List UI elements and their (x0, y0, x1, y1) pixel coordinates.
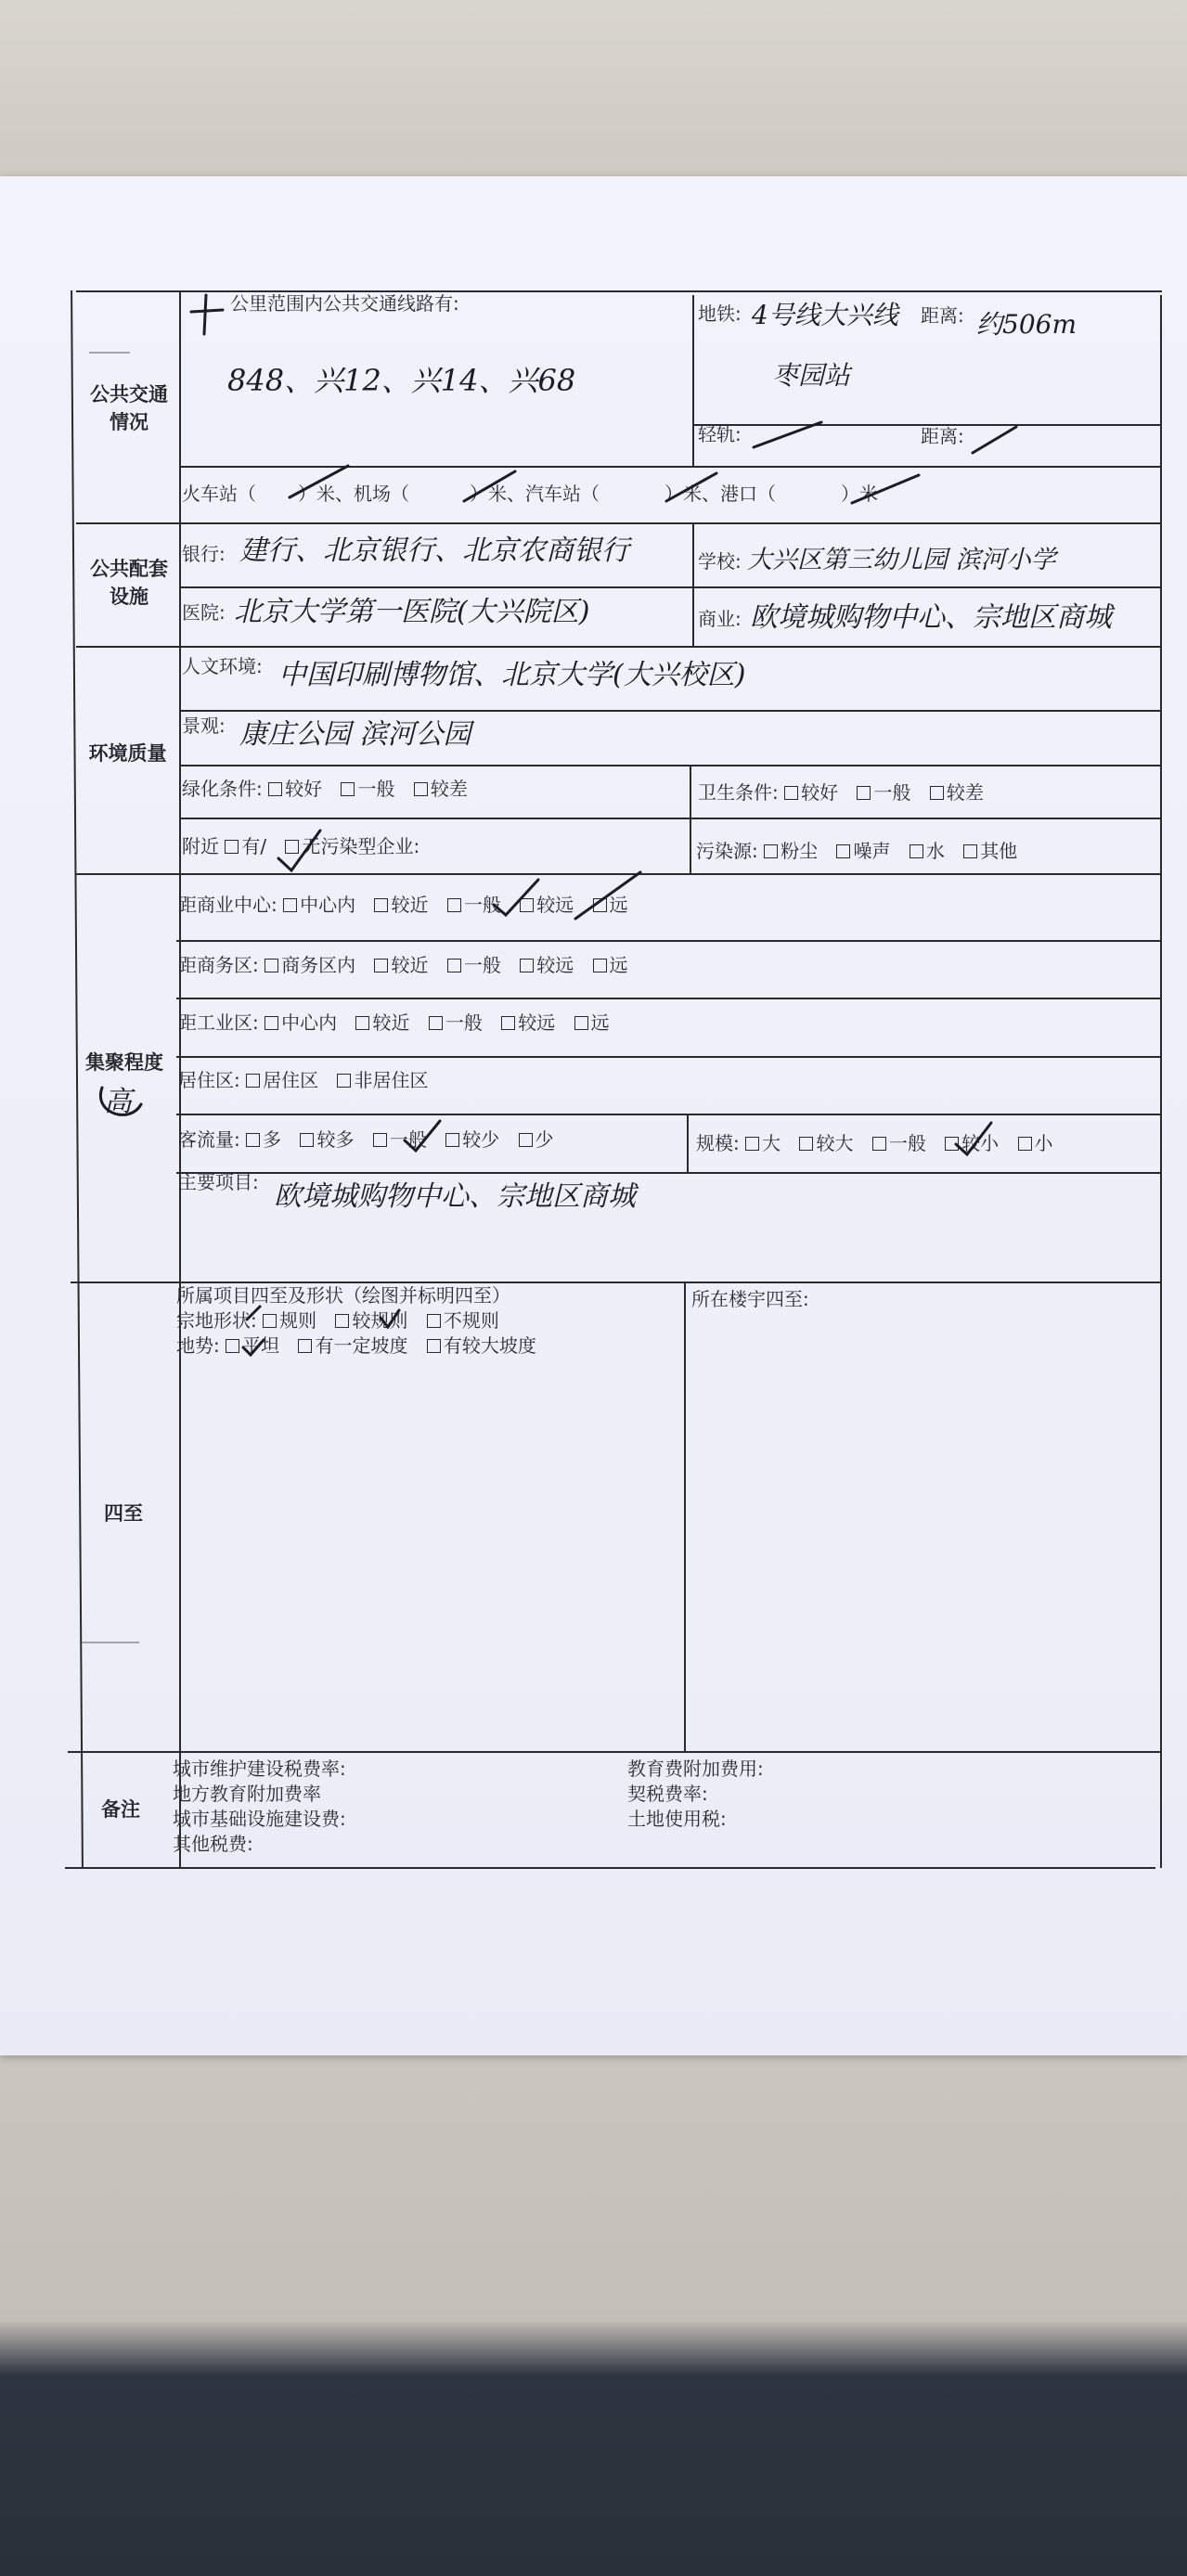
commercial-normal-check (494, 880, 538, 915)
train-slash (290, 466, 348, 497)
residential-option-yes[interactable]: 居住区 (246, 1069, 318, 1091)
business-label: 商业: (698, 608, 742, 630)
land-tax-label: 土地使用税: (627, 1808, 727, 1830)
traffic-row: 客流量: 多 较多 一般 较少 少 (178, 1128, 554, 1151)
bus-lines-value[interactable]: 848、兴12、兴14、兴68 (227, 363, 576, 398)
business-value[interactable]: 欧境城购物中心、宗地区商城 (750, 601, 1112, 634)
scenery-label: 景观: (182, 715, 226, 737)
deed-tax-label: 契税费率: (627, 1783, 708, 1805)
shape-fairly-regular-check (381, 1310, 399, 1327)
shape-option-regular[interactable]: 规则 (263, 1309, 316, 1332)
nearby-row: 附近 有/ 无污染型企业: (182, 835, 420, 857)
agglomeration-circle (100, 1088, 141, 1114)
industrial-option-near[interactable]: 较近 (355, 1011, 409, 1034)
traffic-option-many[interactable]: 多 (246, 1128, 281, 1151)
projects-label: 主要项目: (178, 1171, 259, 1193)
business-option-very-far[interactable]: 远 (593, 954, 628, 976)
business-option-inside[interactable]: 商务区内 (264, 954, 355, 976)
projects-value[interactable]: 欧境城购物中心、宗地区商城 (274, 1180, 636, 1213)
commercial-option-inside[interactable]: 中心内 (283, 894, 355, 916)
section-transport-label: 公共交通情况 (90, 383, 168, 433)
business-option-near[interactable]: 较近 (374, 954, 428, 976)
residential-option-no[interactable]: 非居住区 (337, 1069, 428, 1091)
building-boundary-label: 所在楼宇四至: (691, 1288, 809, 1310)
shape-row: 宗地形状: 规则 较规则 不规则 (176, 1309, 499, 1332)
pollution-option-water[interactable]: 水 (910, 840, 945, 862)
section-agglomeration-label: 集聚程度 (85, 1051, 163, 1074)
commercial-option-normal[interactable]: 一般 (447, 894, 501, 916)
residential-row: 居住区: 居住区 非居住区 (178, 1069, 429, 1091)
greening-row: 绿化条件: 较好 一般 较差 (182, 778, 468, 800)
section-facilities-label: 公共配套设施 (90, 558, 168, 608)
section-remarks-label: 备注 (101, 1798, 140, 1821)
shape-label-mark (247, 1307, 260, 1320)
other-fees-label: 其他税费: (173, 1833, 253, 1855)
greening-option-poor[interactable]: 较差 (414, 778, 468, 800)
terrain-option-flat[interactable]: 平坦 (226, 1334, 279, 1357)
culture-value[interactable]: 中国印刷博物馆、北京大学(大兴校区) (278, 659, 746, 691)
industrial-distance-row: 距工业区: 中心内 较近 一般 较远 远 (178, 1011, 610, 1034)
pollution-option-other[interactable]: 其他 (963, 840, 1017, 862)
lightrail-distance-slash (973, 427, 1016, 453)
business-distance-row: 距商务区: 商务区内 较近 一般 较远 远 (178, 954, 628, 976)
scale-smaller-check (956, 1123, 991, 1154)
school-label: 学校: (698, 550, 742, 573)
hygiene-option-poor[interactable]: 较差 (930, 781, 984, 804)
metro-distance-value[interactable]: 约506m (976, 309, 1077, 340)
hospital-value[interactable]: 北京大学第一医院(大兴院区) (234, 596, 590, 628)
scenery-value[interactable]: 康庄公园 滨河公园 (239, 718, 471, 751)
shape-option-fairly-regular[interactable]: 较规则 (335, 1309, 407, 1332)
scale-option-larger[interactable]: 较大 (799, 1132, 853, 1154)
traffic-normal-check (405, 1121, 440, 1151)
traffic-option-few[interactable]: 少 (519, 1128, 554, 1151)
commercial-far-slash (575, 872, 640, 919)
industrial-option-very-far[interactable]: 远 (574, 1011, 610, 1034)
infrastructure-fee-label: 城市基础设施建设费: (173, 1808, 346, 1830)
metro-value-station[interactable]: 枣园站 (772, 360, 851, 391)
busstation-slash (666, 473, 716, 501)
pollution-row: 污染源: 粉尘 噪声 水 其他 (696, 840, 1018, 862)
industrial-option-far[interactable]: 较远 (501, 1011, 555, 1034)
pollution-option-noise[interactable]: 噪声 (836, 840, 890, 862)
bus-lines-label: 公里范围内公共交通线路有: (230, 292, 459, 315)
boundary-project-label: 所属项目四至及形状（绘图并标明四至） (176, 1284, 510, 1307)
scale-row: 规模: 大 较大 一般 较小 小 (696, 1132, 1053, 1154)
nearby-option-none[interactable]: 无污染型企业: (285, 835, 419, 857)
hygiene-option-normal[interactable]: 一般 (857, 781, 910, 804)
maintenance-tax-label: 城市维护建设税费率: (173, 1758, 346, 1780)
airport-slash (464, 471, 515, 501)
traffic-option-more[interactable]: 较多 (300, 1128, 354, 1151)
terrain-flat-check (243, 1340, 264, 1355)
commercial-option-very-far[interactable]: 远 (593, 894, 628, 916)
industrial-option-normal[interactable]: 一般 (429, 1011, 483, 1034)
culture-label: 人文环境: (182, 655, 263, 677)
commercial-distance-row: 距商业中心: 中心内 较近 一般 较远 远 (178, 894, 628, 916)
shape-option-irregular[interactable]: 不规则 (427, 1309, 499, 1332)
scale-option-small[interactable]: 小 (1018, 1132, 1053, 1154)
port-slash (852, 475, 919, 503)
lightrail-label: 轻轨: (698, 423, 742, 445)
business-option-normal[interactable]: 一般 (447, 954, 501, 976)
bank-value[interactable]: 建行、北京银行、北京农商银行 (239, 535, 629, 567)
commercial-option-near[interactable]: 较近 (374, 894, 428, 916)
other-transport-line: 火车站（ ）米、机场（ ）米、汽车站（ ）米、港口（ ）米 (182, 483, 878, 505)
scale-option-large[interactable]: 大 (745, 1132, 781, 1154)
metro-distance-label: 距离: (921, 304, 964, 327)
business-option-far[interactable]: 较远 (520, 954, 574, 976)
hospital-label: 医院: (182, 601, 226, 624)
metro-label: 地铁: (698, 303, 742, 325)
scale-option-smaller[interactable]: 较小 (945, 1132, 999, 1154)
school-value[interactable]: 大兴区第三幼儿园 滨河小学 (747, 546, 1056, 574)
terrain-option-steep[interactable]: 有较大坡度 (427, 1334, 536, 1357)
hygiene-row: 卫生条件: 较好 一般 较差 (698, 781, 984, 804)
lightrail-distance-label: 距离: (921, 425, 964, 447)
agglomeration-handwritten-mark: 高 (104, 1086, 132, 1118)
section-boundary-label: 四至 (104, 1502, 143, 1525)
education-surcharge-label: 教育费附加费用: (627, 1758, 764, 1780)
bank-label: 银行: (182, 543, 226, 565)
scale-option-normal[interactable]: 一般 (872, 1132, 926, 1154)
nearby-option-yes[interactable]: 有/ (225, 835, 266, 857)
industrial-option-inside[interactable]: 中心内 (264, 1011, 337, 1034)
bus-prefix-slash (191, 295, 223, 334)
commercial-option-far[interactable]: 较远 (520, 894, 574, 916)
metro-value[interactable]: 4号线大兴线 (752, 300, 898, 330)
local-education-label: 地方教育附加费率 (173, 1783, 321, 1805)
greening-option-good[interactable]: 较好 (268, 778, 322, 800)
nearby-none-check (278, 831, 320, 870)
traffic-option-normal[interactable]: 一般 (373, 1128, 427, 1151)
traffic-option-less[interactable]: 较少 (445, 1128, 499, 1151)
hygiene-option-good[interactable]: 较好 (784, 781, 838, 804)
pollution-option-dust[interactable]: 粉尘 (764, 840, 818, 862)
greening-option-normal[interactable]: 一般 (341, 778, 394, 800)
section-environment-label: 环境质量 (88, 742, 167, 765)
terrain-option-slope[interactable]: 有一定坡度 (298, 1334, 407, 1357)
terrain-row: 地势: 平坦 有一定坡度 有较大坡度 (176, 1334, 536, 1357)
lightrail-slash (754, 422, 821, 447)
